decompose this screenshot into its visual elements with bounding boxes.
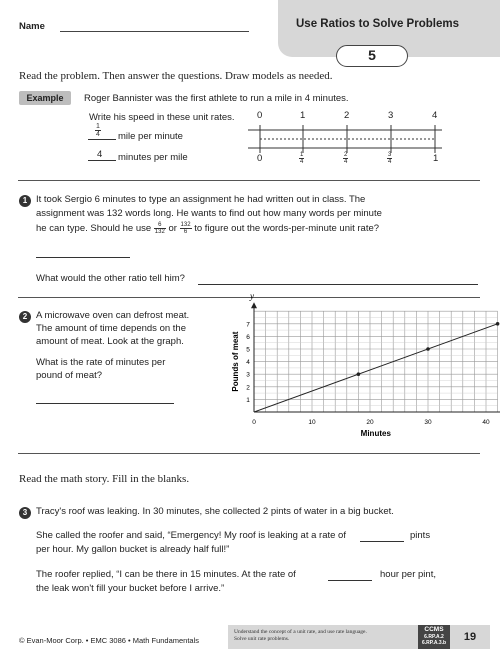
x-axis-label: Minutes [360,429,391,438]
q1-fraction-a: $\frac{6}{132}$ [154,222,165,235]
q2-line-3: amount of meat. Look at the graph. [36,336,184,347]
example-prompt: Write his speed in these unit rates. [89,112,235,123]
number-line-top-label-3: 3 [388,110,394,121]
divider [18,180,480,181]
footer-standard-box [228,625,418,649]
data-point [357,372,361,376]
question-3-number: 3 [19,507,31,519]
q1-line-1: It took Sergio 6 minutes to type an assignment he had written out in class. The [36,194,366,205]
footer-standard-line-2: Solve unit rate problems. [234,636,290,642]
footer-credit: © Evan-Moor Corp. • EMC 3086 • Math Fundamentals [19,636,200,645]
x-tick-label: 40 [482,419,490,426]
y-axis-label: Pounds of meat [231,331,240,392]
example-text: Roger Bannister was the first athlete to run a mile in 4 minutes. [84,93,349,104]
ccms-badge: CCMS 6.RP.A.2 6.RP.A.3.b [418,625,450,649]
question-2-number: 2 [19,311,31,323]
x-tick-label: 20 [366,419,374,426]
number-line-bottom-frac-2: $\frac{2}{4}$ [344,152,348,166]
divider [18,453,480,454]
answer-2-value: 4 [97,149,103,160]
q1-followup-answer-line[interactable] [198,284,478,285]
q1-line-2: assignment was 132 words long. He wants to find out how many words per minute [36,208,382,219]
footer-standard-line-1: Understand the concept of a unit rate, and use rate language. [234,629,367,635]
answer-2-suffix: minutes per mile [118,152,188,163]
q1-followup: What would the other ratio tell him? [36,273,185,284]
y-axis-letter: y [250,292,254,302]
q2-answer-line[interactable] [36,403,174,404]
q2-line-1: A microwave oven can defrost meat. [36,310,190,321]
name-field-line[interactable] [60,31,249,32]
x-tick-label: 0 [252,419,256,426]
y-tick-label: 7 [246,321,250,329]
answer-line-1 [88,139,116,140]
story-line-4: The roofer replied, “I can be there in 15 minutes. At the rate of [36,569,296,580]
y-tick-label: 2 [246,384,250,392]
story-line-2: She called the roofer and said, “Emergency! My roof is leaking at a rate of [36,530,346,541]
story-line-5: the leak won't fill your bucket before I arrive.” [36,583,225,594]
story-line-3: per hour. My gallon bucket is already half full!” [36,544,230,555]
number-line-bottom-frac-3: $\frac{3}{4}$ [388,152,392,166]
data-point [496,322,500,326]
page-title: Use Ratios to Solve Problems [296,18,459,30]
story-blank-1[interactable] [360,541,404,542]
question-1-number: 1 [19,195,31,207]
story-line-1: Tracy's roof was leaking. In 30 minutes, she collected 2 pints of water in a big bucket. [36,506,394,517]
number-line-top-label-2: 2 [344,110,350,121]
lesson-number-badge: 5 [336,45,408,67]
answer-fraction-1: $\frac{1}{4}$ [96,123,100,139]
q2-line-2: The amount of time depends on the [36,323,186,334]
answer-1-suffix: mile per minute [118,131,183,142]
name-label: Name [19,21,45,32]
meat-defrost-graph [228,292,500,444]
instructions: Read the problem. Then answer the questions. Draw models as needed. [19,70,333,82]
example-badge: Example [19,91,71,105]
q1-fraction-b: $\frac{132}{6}$ [180,222,191,235]
y-axis-arrow [251,302,257,308]
x-tick-label: 30 [424,419,432,426]
q2-question-line-1: What is the rate of minutes per [36,357,166,368]
number-line-top-label-4: 4 [432,110,438,121]
number-line-bottom-label-end: 1 [433,153,439,164]
number-line-top-label-1: 1 [300,110,306,121]
story-instructions: Read the math story. Fill in the blanks. [19,473,190,485]
y-tick-label: 1 [246,396,250,404]
number-line-top-label-0: 0 [257,110,263,121]
data-point [426,347,430,351]
number-line-bottom-label-0: 0 [257,153,263,164]
story-line-4-suffix: hour per pint, [380,569,436,580]
story-blank-2[interactable] [328,580,372,581]
y-tick-label: 4 [246,359,250,367]
q2-question-line-2: pound of meat? [36,370,103,381]
q1-line-3: he can type. Should he use $\frac{6}{132}$ or $\frac{132}{6}$ to figure out the words-per-minute unit rate? [36,222,380,235]
q1-answer-line[interactable] [36,257,130,258]
y-tick-label: 5 [246,346,250,354]
page-number: 19 [450,625,490,649]
answer-line-2 [88,160,116,161]
number-line-bottom-frac-1: $\frac{1}{4}$ [300,152,304,166]
story-line-2-suffix: pints [410,530,431,541]
y-tick-label: 6 [246,333,250,341]
x-tick-label: 10 [308,419,316,426]
y-tick-label: 3 [246,371,250,379]
